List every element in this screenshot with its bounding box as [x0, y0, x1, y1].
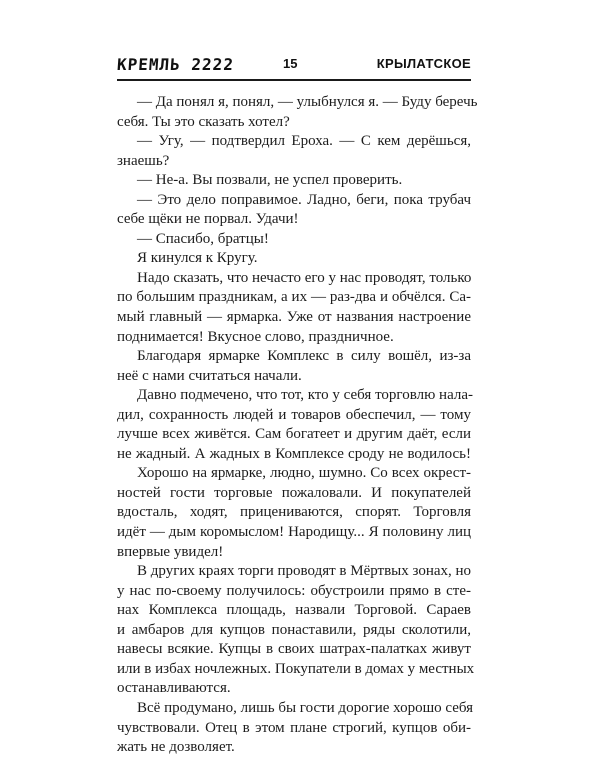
text-line: чувствовали. Отец в этом плане строгий, купцов оби- — [117, 719, 471, 736]
text-line: у нас по-своему получилось: обустроили прямо в сте- — [117, 582, 471, 599]
running-header — [117, 55, 471, 77]
header-rule — [117, 79, 471, 81]
text-line: не жадный. А жадных в Комплексе сроду не водилось! — [117, 445, 471, 462]
series-title: КРЕМЛЬ 2222 — [116, 55, 235, 74]
text-line: ностей гости торговые пожаловали. И покупателей — [117, 484, 471, 501]
text-line: жать не дозволяет. — [117, 739, 235, 756]
text-line: неё с нами считаться начали. — [117, 367, 302, 384]
text-line: Давно подмечено, что тот, кто у себя торговлю нала- — [137, 387, 473, 404]
text-line: В других краях торги проводят в Мёртвых зонах, но — [137, 563, 472, 580]
text-line: лучше всех живётся. Сам богатеет и другим даёт, если — [117, 426, 471, 443]
text-line: себе щёки не порвал. Удачи! — [117, 211, 299, 228]
text-line: Благодаря ярмарке Комплекс в силу вошёл, из-за — [137, 348, 471, 365]
chapter-title: КРЫЛАТСКОЕ — [376, 56, 471, 71]
text-line: и амбаров для купцов понаставили, ряды сколотили, — [117, 621, 471, 638]
body-text — [117, 93, 478, 758]
text-line: дил, сохранность людей и товаров обеспечил, — тому — [117, 406, 471, 423]
text-line: Надо сказать, что нечасто его у нас проводят, только — [137, 269, 472, 286]
text-line: Хорошо на ярмарке, людно, шумно. Со всех окрест- — [137, 465, 471, 482]
text-line: — Не-а. Вы позвали, не успел проверить. — [137, 172, 403, 189]
text-line: впервые увидел! — [117, 543, 224, 560]
text-line: Я кинулся к Кругу. — [137, 250, 258, 267]
text-line: знаешь? — [117, 152, 170, 169]
text-line: — Это дело поправимое. Ладно, беги, пока трубач — [137, 191, 471, 208]
text-line: навесы всякие. Купцы в своих шатрах-палатках живут — [117, 641, 471, 658]
text-line: Всё продумано, лишь бы гости дорогие хорошо себя — [137, 699, 474, 716]
text-line: идёт — дым коромыслом! Народищу... Я половину лиц — [117, 524, 471, 541]
text-line: — Угу, — подтвердил Ероха. — С кем дерёшься, — [137, 133, 471, 150]
text-line: поднимается! Вкусное слово, праздничное. — [117, 328, 394, 345]
page-number: 15 — [283, 56, 298, 71]
text-line: мый главный — ярмарка. Уже от названия настроение — [117, 309, 471, 326]
text-line: вдосталь, ходят, прицениваются, спорят. Торговля — [117, 504, 471, 521]
text-line: себя. Ты это сказать хотел? — [117, 113, 290, 130]
text-line: — Спасибо, братцы! — [137, 230, 269, 247]
text-line: нах Комплекса площадь, назвали Торговой. Сараев — [117, 602, 471, 619]
text-line: — Да понял я, понял, — улыбнулся я. — Буду беречь — [137, 94, 478, 110]
text-line: останавливаются. — [117, 680, 231, 697]
text-line: или в избах ночлежных. Покупатели в домах у местных — [117, 660, 475, 677]
text-line: по большим праздникам, а их — раз-два и обчёлся. Са- — [117, 289, 471, 306]
